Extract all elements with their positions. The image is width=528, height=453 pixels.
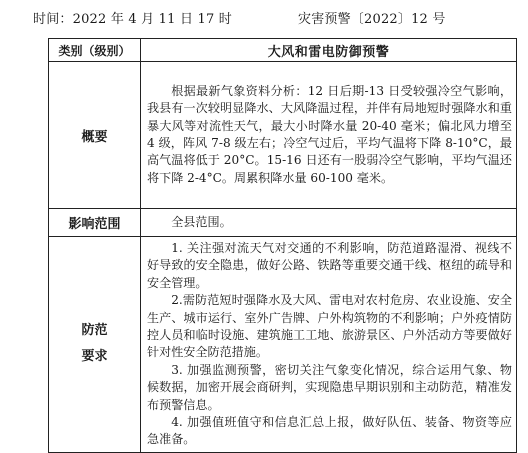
issue-time: 时间：2022 年 4 月 11 日 17 时 [33, 11, 232, 27]
scope-cell [141, 209, 517, 237]
document-header [0, 0, 528, 34]
category-header: 类别（级别） [49, 39, 141, 62]
overview-row [49, 62, 517, 209]
measure-item: 1. 关注强对流天气对交通的不利影响，防范道路湿滑、视线不好导致的安全隐患，做好公路、铁路等重要交通干线、枢纽的疏导和安全管理。 [147, 241, 512, 290]
warning-table [48, 38, 517, 453]
overview-label: 概要 [49, 62, 141, 209]
scope-label: 影响范围 [49, 209, 141, 237]
measure-item: 2.需防范短时强降水及大风、雷电对农村危房、农业设施、安全生产、城市运行、室外广告牌、户外构筑物的不利影响；户外疫情防控人员和临时设施、建筑施工工地、旅游景区、户外活动方等要做好针对性安全防范措施。 [147, 293, 512, 360]
scope-text: 全县范围。 [171, 215, 232, 229]
measures-label-line1: 防范 [81, 323, 108, 339]
measures-label-line2: 要求 [81, 349, 108, 365]
measures-cell [141, 237, 517, 453]
table-header-row [49, 39, 517, 62]
overview-text: 根据最新气象资料分析：12 日后期-13 日受较强冷空气影响，我县有一次较明显降水、大风降温过程，并伴有局地短时强降水和重暴大风等对流性天气，最大小时降水量 20-40 毫米；偏北风力增至 4 级，阵风 7-8 级左右；冷空气过后，平均气温将下降 8-10°C，最高气温将低于 20°C。15-16 日还有一股弱冷空气影响，平均气温还将下降 2-4°C。周累积降水量 60-100 毫米。 [147, 83, 512, 185]
measure-item: 4. 加强值班值守和信息汇总上报，做好队伍、装备、物资等应急准备。 [147, 415, 512, 447]
measures-label [49, 237, 141, 453]
scope-row [49, 209, 517, 237]
overview-cell [141, 62, 517, 209]
measures-list [141, 237, 516, 452]
warning-number: 灾害预警〔2022〕12 号 [298, 11, 446, 27]
measures-row [49, 237, 517, 453]
warning-title: 大风和雷电防御预警 [141, 39, 517, 62]
measure-item: 3. 加强监测预警，密切关注气象变化情况，综合运用气象、物候数据，加密开展会商研判，实现隐患早期识别和主动防范，精准发布预警信息。 [147, 362, 512, 412]
